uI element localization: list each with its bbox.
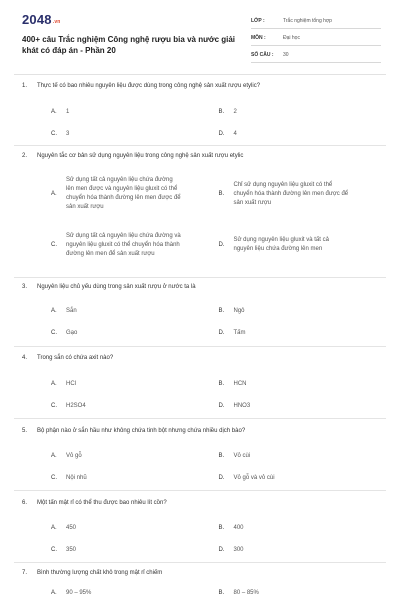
question-stem: [14, 347, 386, 373]
question-text: Trong sắn có chứa axit nào?: [37, 355, 114, 361]
options: [14, 445, 386, 489]
question-stem: [14, 491, 386, 517]
logo-suffix: .vn: [52, 19, 61, 25]
option-text: 300: [233, 546, 244, 553]
question-number: 1.: [22, 83, 28, 89]
question-5: [14, 419, 386, 491]
option-letter: A.: [51, 453, 57, 459]
option-text: Tấm: [233, 329, 246, 336]
option-b[interactable]: [219, 586, 387, 600]
option-letter: C.: [51, 547, 57, 553]
question-text: Thực tế có bao nhiêu nguyên liệu được dùng trong công nghệ sản xuất rượu etylic?: [37, 83, 261, 89]
option-a[interactable]: [51, 445, 219, 467]
site-logo[interactable]: [22, 12, 61, 27]
option-letter: C.: [51, 330, 57, 336]
meta-label: MÔN :: [251, 35, 266, 41]
option-text: 450: [66, 524, 77, 531]
option-a[interactable]: [51, 373, 219, 395]
options: [14, 101, 386, 145]
question-number: 6.: [22, 500, 28, 506]
option-d[interactable]: [219, 123, 387, 145]
option-text: 2: [233, 108, 237, 115]
option-letter: B.: [218, 109, 225, 115]
question-2: [14, 146, 386, 278]
option-text: HCN: [233, 380, 247, 387]
question-1: [14, 78, 386, 146]
option-b[interactable]: [219, 101, 387, 123]
question-stem: [14, 278, 386, 300]
option-text: Vỏ gỗ: [66, 452, 82, 459]
option-text: Vỏ gỗ và vỏ cùi: [233, 474, 275, 481]
option-text: 350: [66, 546, 77, 553]
option-b[interactable]: [219, 373, 387, 395]
meta-value: 30: [283, 52, 289, 58]
option-text: Sử dụng tất cả nguyên liệu chứa đường lên men được và nguyên liệu gluxit có thể chuyển hóa thành đường lên men được để sản xuất rượu: [66, 177, 181, 210]
question-7: [14, 563, 386, 603]
logo-text: 2048: [22, 12, 52, 27]
question-stem: [14, 146, 386, 166]
meta-value: Trắc nghiệm tổng hợp: [283, 18, 332, 24]
options: [14, 517, 386, 561]
option-text: 80 – 85%: [233, 589, 259, 596]
option-d[interactable]: [219, 222, 387, 268]
question-4: [14, 347, 386, 419]
question-text: Nguyên liệu chủ yếu dùng trong sản xuất rượu ở nước ta là: [37, 284, 196, 290]
option-text: Gạo: [66, 329, 78, 336]
option-c[interactable]: [51, 123, 219, 145]
option-letter: D.: [218, 547, 225, 553]
option-letter: D.: [218, 131, 225, 137]
option-a[interactable]: [51, 166, 219, 222]
option-letter: D.: [218, 475, 225, 481]
option-letter: B.: [218, 525, 225, 531]
option-a[interactable]: [51, 586, 219, 600]
question-stem: [14, 419, 386, 445]
option-letter: B.: [218, 590, 225, 596]
option-letter: A.: [51, 191, 57, 197]
option-d[interactable]: [219, 467, 387, 489]
question-number: 2.: [22, 153, 28, 159]
option-text: Sắn: [66, 307, 77, 314]
option-c[interactable]: [51, 539, 219, 561]
document-title: 400+ câu Trắc nghiệm Công nghệ rượu bia và nước giải khát có đáp án - Phần 20: [22, 35, 236, 55]
option-text: 4: [233, 130, 237, 137]
option-c[interactable]: [51, 222, 219, 268]
question-6: [14, 491, 386, 563]
question-number: 5.: [22, 428, 28, 434]
question-list: [0, 78, 400, 603]
option-text: Chỉ sử dụng nguyên liệu gluxit có thể chuyển hóa thành đường lên men được để sản xuất rượu: [233, 181, 349, 206]
option-d[interactable]: [219, 322, 387, 344]
question-number: 4.: [22, 355, 28, 361]
option-letter: C.: [51, 242, 57, 248]
option-d[interactable]: [219, 395, 387, 417]
question-3: [14, 278, 386, 347]
option-c[interactable]: [51, 395, 219, 417]
option-a[interactable]: [51, 517, 219, 539]
question-text: Bình thường lượng chất khô trong mật rỉ chiếm: [37, 570, 163, 576]
option-text: HCl: [66, 380, 76, 387]
meta-row-class: [251, 14, 381, 29]
option-text: 400: [233, 524, 244, 531]
option-letter: C.: [51, 131, 57, 137]
option-letter: D.: [218, 330, 225, 336]
option-letter: C.: [51, 403, 57, 409]
option-text: 1: [66, 108, 70, 115]
option-letter: B.: [218, 453, 225, 459]
question-number: 7.: [22, 570, 28, 576]
option-text: H2SO4: [66, 402, 86, 409]
option-a[interactable]: [51, 300, 219, 322]
meta-row-subject: [251, 31, 381, 46]
question-stem: [14, 78, 386, 101]
option-letter: A.: [51, 381, 57, 387]
option-c[interactable]: [51, 467, 219, 489]
meta-value: Đại học: [283, 35, 300, 41]
meta-row-count: [251, 48, 381, 63]
option-text: Sử dụng tất cả nguyên liệu chứa đường và nguyên liệu gluxit có thể chuyển hóa thành đường lên men để sản xuất rượu: [66, 232, 181, 257]
option-letter: A.: [51, 525, 57, 531]
question-text: Một tấn mật rỉ có thể thu được bao nhiêu lít cồn?: [37, 500, 167, 506]
option-b[interactable]: [219, 300, 387, 322]
meta-info: [251, 14, 381, 65]
question-stem: [14, 563, 386, 586]
option-text: 90 – 95%: [66, 589, 92, 596]
option-letter: A.: [51, 590, 57, 596]
option-a[interactable]: [51, 101, 219, 123]
option-b[interactable]: [219, 445, 387, 467]
options: [14, 586, 386, 600]
options: [14, 300, 386, 344]
option-text: Ngô: [233, 307, 245, 314]
option-letter: B.: [218, 381, 225, 387]
option-b[interactable]: [219, 517, 387, 539]
header: [0, 0, 400, 68]
option-b[interactable]: [219, 166, 387, 222]
option-letter: D.: [218, 403, 225, 409]
option-letter: B.: [218, 191, 225, 197]
option-letter: A.: [51, 109, 57, 115]
question-number: 3.: [22, 284, 28, 290]
option-letter: B.: [218, 308, 225, 314]
option-text: 3: [66, 130, 70, 137]
option-text: HNO3: [233, 402, 251, 409]
options: [14, 166, 386, 268]
meta-label: LỚP :: [251, 18, 265, 24]
option-c[interactable]: [51, 322, 219, 344]
meta-label: SỐ CÂU :: [251, 52, 274, 58]
option-letter: A.: [51, 308, 57, 314]
option-text: Nội nhũ: [66, 474, 87, 481]
options: [14, 373, 386, 417]
question-text: Nguyên tắc cơ bản sử dụng nguyên liệu trong công nghệ sản xuất rượu etylic: [37, 153, 244, 159]
option-text: Vỏ cùi: [233, 452, 251, 459]
question-text: Bộ phận nào ở sắn hầu như không chứa tinh bột nhưng chứa nhiều dịch bào?: [37, 428, 246, 434]
header-divider: [14, 74, 386, 75]
option-d[interactable]: [219, 539, 387, 561]
option-text: Sử dụng nguyên liệu gluxit và tất cả nguyên liệu chứa đường lên men: [233, 237, 329, 252]
option-letter: C.: [51, 475, 57, 481]
option-letter: D.: [218, 242, 225, 248]
